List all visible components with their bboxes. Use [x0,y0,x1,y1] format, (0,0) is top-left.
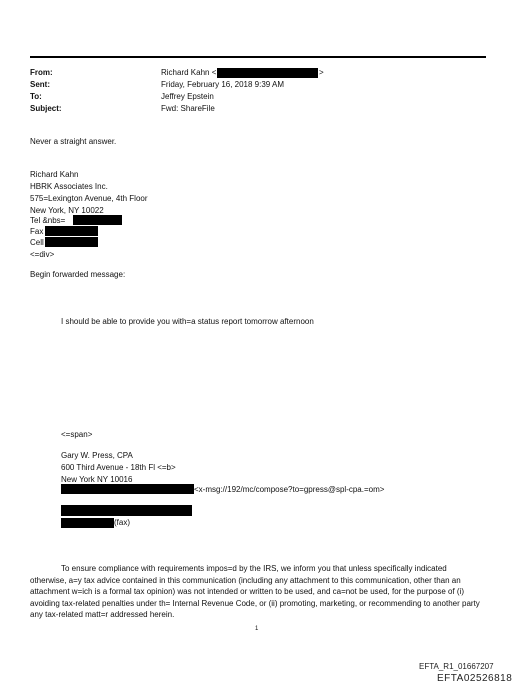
redaction-bar [217,68,318,78]
press-mailto: <x-msg://192/mc/compose?to=gpress@spl-cpa.=om> [194,485,385,494]
status-line: I should be able to provide you with=a status report tomorrow afternoon [61,317,314,326]
signature-name: Richard Kahn [30,170,79,179]
press-address2: New York NY 10016 [61,475,133,484]
opening-line: Never a straight answer. [30,137,117,146]
redaction-bar [61,518,114,528]
to-label: To: [30,92,42,101]
redaction-bar [45,237,98,247]
signature-div: <=div> [30,250,55,259]
subject-label: Subject: [30,104,62,113]
redaction-bar [61,505,192,516]
press-name: Gary W. Press, CPA [61,451,133,460]
press-address1: 600 Third Avenue - 18th Fl <=b> [61,463,176,472]
footer-id-1: EFTA_R1_01667207 [419,662,494,671]
press-fax: (fax) [114,518,130,527]
signature-tel: Tel &nbs= [30,216,66,225]
redaction-bar [73,215,122,225]
from-label: From: [30,68,53,77]
sent-value: Friday, February 16, 2018 9:39 AM [161,80,285,89]
signature-address2: New York, NY 10022 [30,206,104,215]
header-rule [30,56,486,58]
disclaimer-paragraph: To ensure compliance with requirements impos=d by the IRS, we inform you that unless specifically indicated otherwise, a=y tax advice contained in this communication (including any attachment to this communication, other than an attachment w=ich is a formal tax opinion) was not intended or written to be used, and ca=not be used, for the purpose of (i) avoiding tax-related penalties under th= Internal Revenue Code, or (ii) promoting, marketing, or recommending to another party any tax-related matt=r addressed herein. [30,564,480,619]
to-value: Jeffrey Epstein [161,92,214,101]
from-close: > [319,68,324,77]
forwarded-header: Begin forwarded message: [30,270,126,279]
sent-label: Sent: [30,80,50,89]
signature-company: HBRK Associates Inc. [30,182,108,191]
redaction-bar [45,226,98,236]
footer-id-2: EFTA02526818 [437,673,512,684]
subject-value: Fwd: ShareFile [161,104,215,113]
signature-address1: 575=Lexington Avenue, 4th Floor [30,194,148,203]
span-tag: <=span> [61,430,93,439]
signature-cell: Cell [30,238,44,247]
from-value: Richard Kahn < [161,68,217,77]
signature-fax: Fax [30,227,44,236]
page-number: 1 [255,626,259,632]
redaction-bar [61,484,194,494]
